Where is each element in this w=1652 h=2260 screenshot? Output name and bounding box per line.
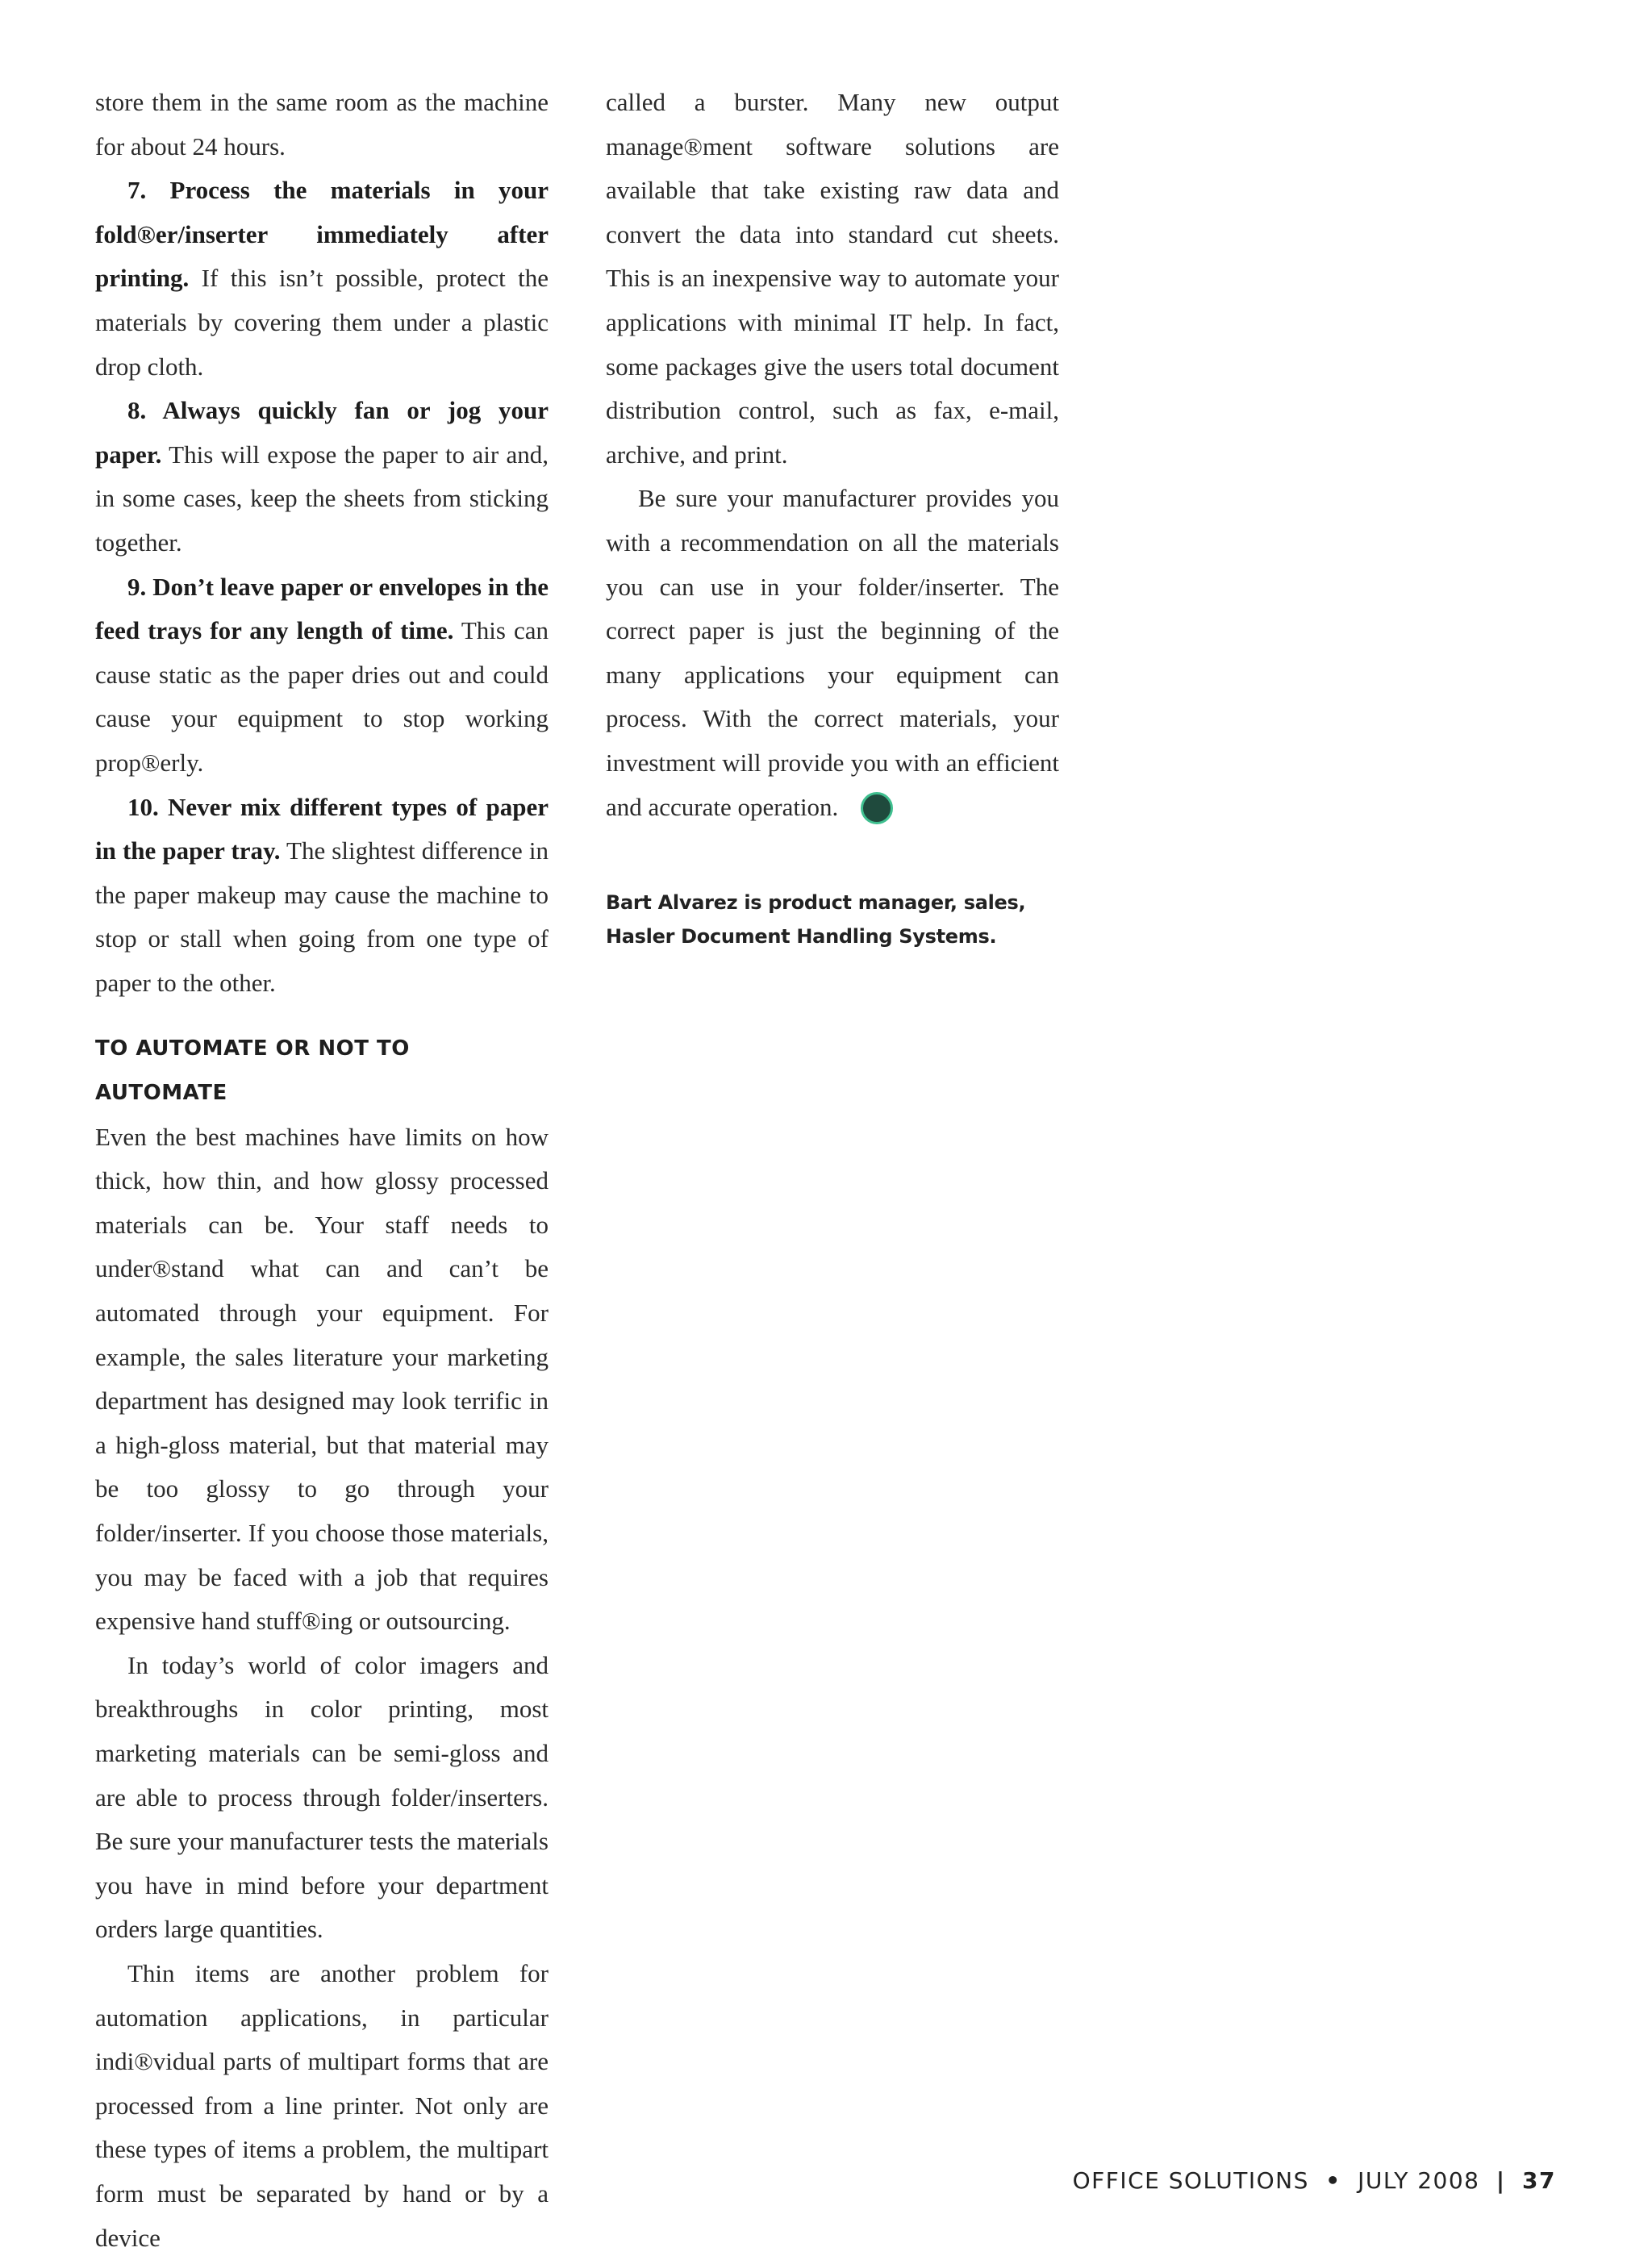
bio-line: Hasler Document Handling Systems. — [606, 925, 997, 948]
tip-heading: 9. Don’t leave paper or envelopes in the feed trays for any length of time. — [95, 572, 549, 645]
tip-heading: 8. Always quickly fan or jog your paper. — [95, 396, 549, 469]
page-number: 37 — [1522, 2167, 1556, 2194]
author-bio — [606, 886, 1090, 953]
left-column — [95, 81, 549, 2260]
paragraph: In today’s world of color imagers and breakthroughs in color printing, most marketing materials can be semi-gloss and are able to process through folder/inserters. Be sure your manufacturer tests the materials you have in mind before your department orders large quantities. — [95, 1650, 549, 1944]
bio-line: Bart Alvarez is product manager, sales, — [606, 891, 1026, 914]
paragraph: store them in the same room as the machine for about 24 hours. — [95, 88, 549, 161]
tip-8 — [95, 389, 549, 565]
paragraph-text: Be sure your manufacturer provides you with a recommendation on all the materials you can use in your folder/inserter. The correct paper is just the beginning of the many applications your equipment can process. With the correct materials, your investment will provide you with an efficient and accurate operation. — [606, 484, 1059, 821]
tip-text: If this isn’t possible, protect the materials by covering them under a plastic drop cloth. — [95, 264, 549, 381]
tip-7 — [95, 169, 549, 389]
tip-text: The slightest difference in the paper makeup may cause the machine to stop or stall when going from one type of paper to the other. — [95, 836, 549, 997]
bullet-separator: • — [1325, 2167, 1341, 2194]
page-footer — [1073, 2167, 1556, 2194]
issue-date: JULY 2008 — [1358, 2167, 1480, 2194]
publication-name: OFFICE SOLUTIONS — [1072, 2167, 1309, 2194]
tip-9 — [95, 565, 549, 786]
tip-text: This can cause static as the paper dries out and could cause your equipment to stop working prop®erly. — [95, 616, 549, 777]
end-of-story-icon: S — [861, 792, 893, 824]
closing-paragraph — [606, 477, 1059, 829]
divider: | — [1496, 2167, 1506, 2194]
paragraph: called a burster. Many new output manage®ment software solutions are available that take existing raw data and convert the data into standard cut sheets. This is an inexpensive way to automate your applications with minimal IT help. In fact, some packages give the users total document distribution control, such as fax, e-mail, archive, and print. — [606, 88, 1059, 469]
paragraph: Thin items are another problem for automation applications, in particular indi®vidual parts of multipart forms that are processed from a line printer. Not only are these types of items a problem, the multipart form must be separated by hand or by a device — [95, 1958, 549, 2252]
tip-text: This will expose the paper to air and, in some cases, keep the sheets from sticking together. — [95, 440, 549, 557]
tip-heading: 7. Process the materials in your fold®er/inserter immediately after printing. — [95, 176, 549, 293]
section-heading: TO AUTOMATE OR NOT TO AUTOMATE — [95, 1036, 410, 1106]
right-column — [606, 81, 1059, 829]
paragraph: Even the best machines have limits on how thick, how thin, and how glossy processed materials can be. Your staff needs to under®stand what can and can’t be automated through your equipment. For example, the sales literature your marketing department has designed may look terrific in a high-gloss material, but that material may be too glossy to go through your folder/inserter. If you choose those materials, you may be faced with a job that requires expensive hand stuff®ing or outsourcing. — [95, 1122, 549, 1636]
tip-10 — [95, 786, 549, 1006]
tip-heading: 10. Never mix different types of paper in the paper tray. — [95, 792, 549, 865]
